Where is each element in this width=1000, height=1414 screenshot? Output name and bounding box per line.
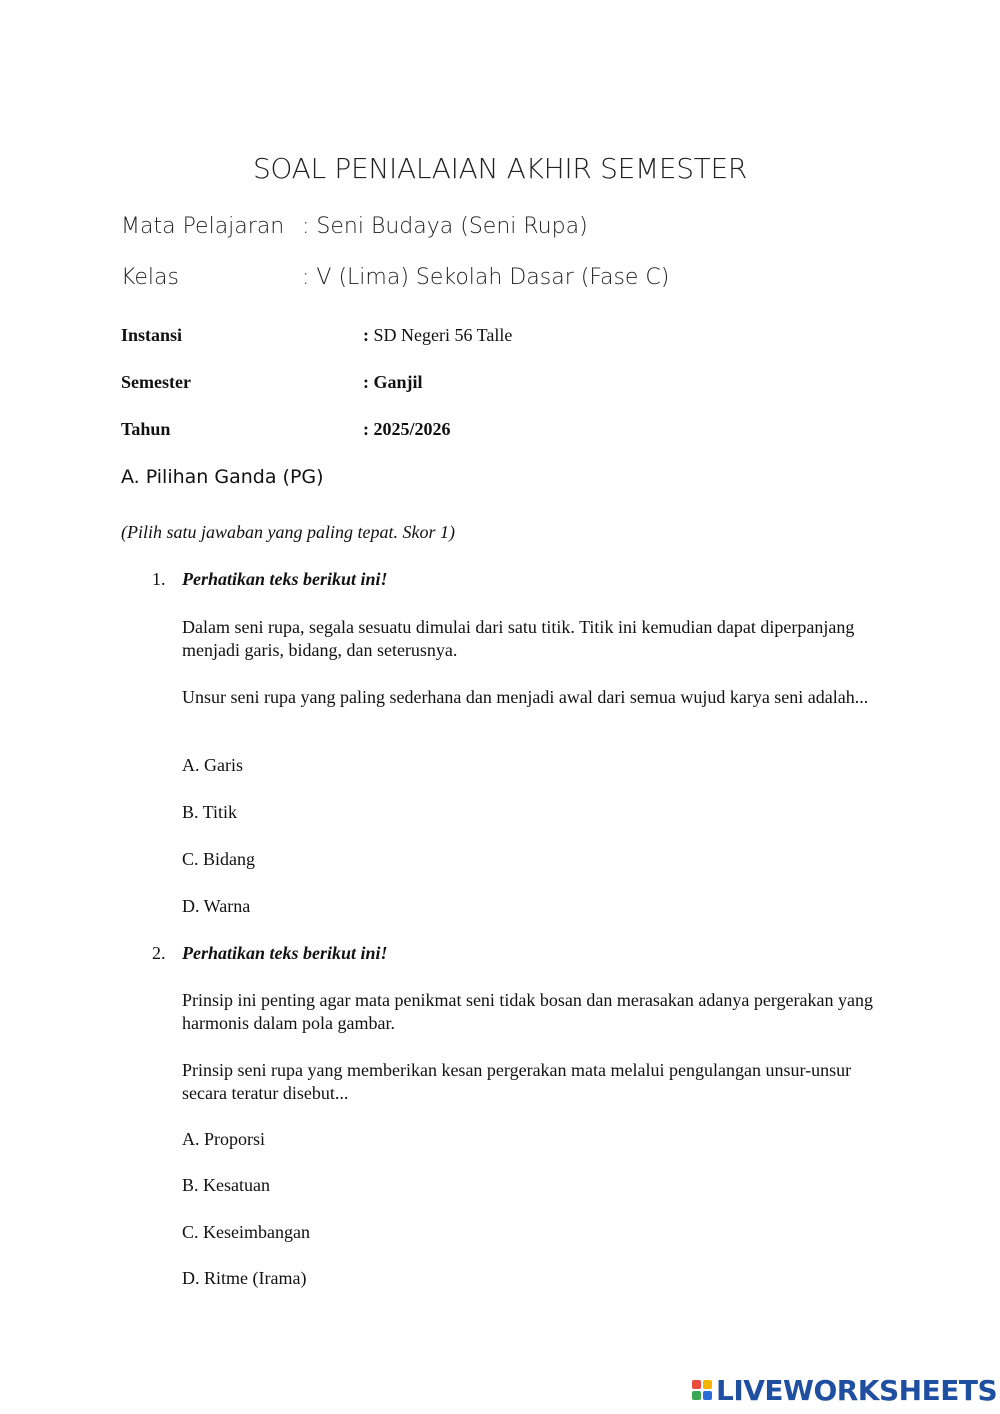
question-1-option-b[interactable]: B. Titik	[182, 802, 238, 822]
question-number: 1.	[152, 569, 166, 589]
question-2-option-d[interactable]: D. Ritme (Irama)	[182, 1268, 307, 1288]
question-prompt: Perhatikan teks berikut ini!	[182, 569, 388, 589]
institution-name: SD Negeri 56 Talle	[369, 325, 513, 345]
question-2-passage: Prinsip ini penting agar mata penikmat seni tidak bosan dan merasakan adanya pergerakan yang harmonis dalam pola gambar.	[182, 990, 873, 1033]
year-label: Tahun	[121, 419, 171, 439]
question-2-option-b[interactable]: B. Kesatuan	[182, 1175, 270, 1195]
liveworksheets-logo	[692, 1373, 998, 1407]
section-title: A. Pilihan Ganda (PG)	[121, 466, 324, 488]
institution-colon: :	[363, 325, 369, 345]
question-2-option-c[interactable]: C. Keseimbangan	[182, 1222, 310, 1242]
liveworksheets-logo-icon	[692, 1380, 712, 1400]
institution-label: Instansi	[121, 325, 183, 345]
institution-value	[363, 325, 512, 346]
year-value: : 2025/2026	[363, 419, 451, 439]
class-label: Kelas	[121, 265, 179, 290]
class-value: : V (Lima) Sekolah Dasar (Fase C)	[302, 265, 670, 290]
page-title: SOAL PENIALAIAN AKHIR SEMESTER	[252, 152, 748, 185]
logo-square	[692, 1391, 701, 1400]
question-2-text: Prinsip seni rupa yang memberikan kesan pergerakan mata melalui pengulangan unsur-unsur secara teratur disebut...	[182, 1060, 852, 1103]
question-1-option-d[interactable]: D. Warna	[182, 896, 251, 916]
semester-value: : Ganjil	[363, 372, 423, 392]
logo-square	[703, 1391, 712, 1400]
question-1-option-a[interactable]: A. Garis	[182, 755, 243, 775]
section-instruction: (Pilih satu jawaban yang paling tepat. Skor 1)	[121, 522, 455, 542]
question-1-text: Unsur seni rupa yang paling sederhana dan menjadi awal dari semua wujud karya seni adalah...	[182, 687, 869, 707]
question-1-option-c[interactable]: C. Bidang	[182, 849, 256, 869]
logo-square	[703, 1380, 712, 1389]
subject-value: : Seni Budaya (Seni Rupa)	[302, 214, 588, 239]
question-number: 2.	[152, 943, 166, 963]
question-1-passage: Dalam seni rupa, segala sesuatu dimulai dari satu titik. Titik ini kemudian dapat diperpanjang menjadi garis, bidang, dan seterusnya.	[182, 617, 855, 660]
question-2-option-a[interactable]: A. Proporsi	[182, 1129, 266, 1149]
question-prompt: Perhatikan teks berikut ini!	[182, 943, 388, 963]
logo-square	[692, 1380, 701, 1389]
semester-label: Semester	[121, 372, 191, 392]
liveworksheets-logo-text: LIVEWORKSHEETS	[716, 1373, 998, 1407]
subject-label: Mata Pelajaran	[121, 214, 285, 239]
